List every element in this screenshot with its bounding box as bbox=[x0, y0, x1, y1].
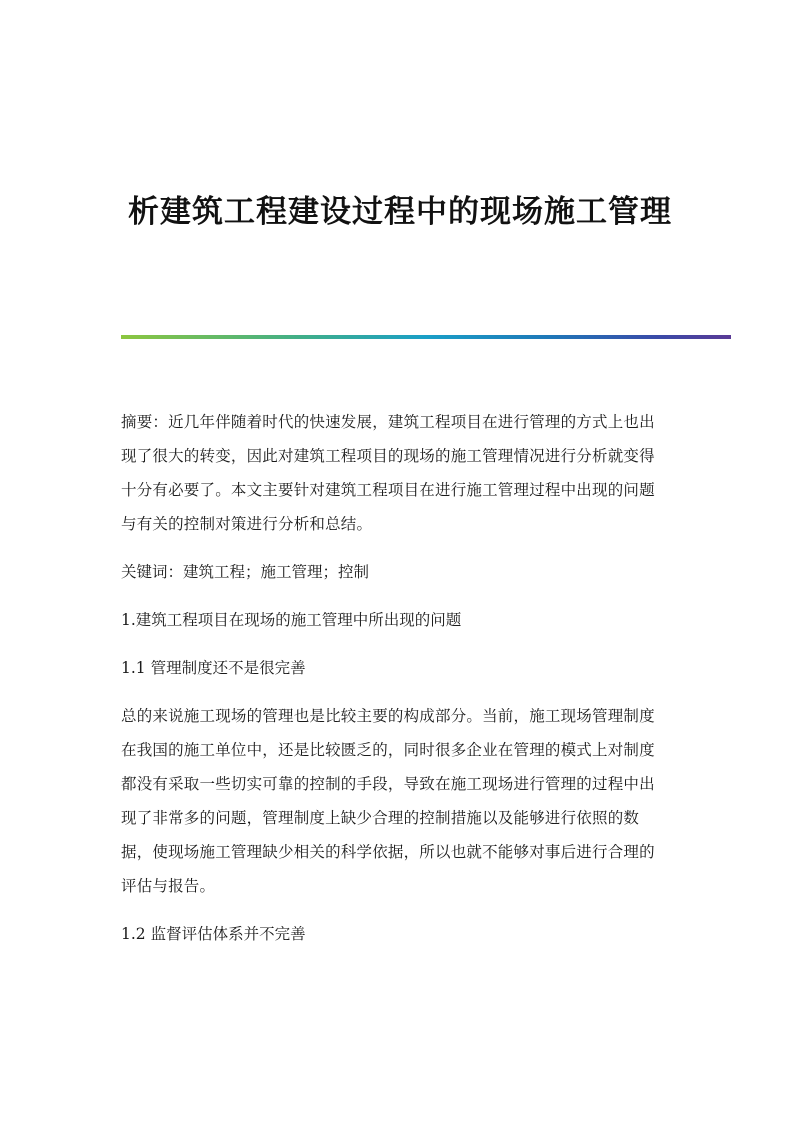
keywords-line: 关键词：建筑工程；施工管理；控制 bbox=[121, 563, 370, 581]
section-1-1-heading: 1.1 管理制度还不是很完善 bbox=[121, 659, 306, 677]
abstract-line: 与有关的控制对策进行分析和总结。 bbox=[121, 515, 373, 533]
body-line: 据，使现场施工管理缺少相关的科学依据，所以也就不能够对事后进行合理的 bbox=[121, 843, 655, 861]
abstract-line: 现了很大的转变，因此对建筑工程项目的现场的施工管理情况进行分析就变得 bbox=[121, 447, 655, 465]
section-1-heading: 1.建筑工程项目在现场的施工管理中所出现的问题 bbox=[121, 611, 462, 629]
abstract-paragraph bbox=[121, 405, 677, 541]
section-1-2-heading: 1.2 监督评估体系并不完善 bbox=[121, 925, 306, 943]
body-line: 现了非常多的问题，管理制度上缺少合理的控制措施以及能够进行依照的数 bbox=[121, 809, 640, 827]
body-line: 在我国的施工单位中，还是比较匮乏的，同时很多企业在管理的模式上对制度 bbox=[121, 741, 655, 759]
section-1-1-paragraph bbox=[121, 699, 677, 903]
title-divider bbox=[121, 335, 731, 339]
document-title: 析建筑工程建设过程中的现场施工管理 bbox=[128, 194, 672, 230]
abstract-line: 十分有必要了。本文主要针对建筑工程项目在进行施工管理过程中出现的问题 bbox=[121, 481, 655, 499]
body-line: 总的来说施工现场的管理也是比较主要的构成部分。当前，施工现场管理制度 bbox=[121, 707, 655, 725]
abstract-line: 摘要：近几年伴随着时代的快速发展，建筑工程项目在进行管理的方式上也出 bbox=[121, 413, 655, 431]
body-line: 评估与报告。 bbox=[121, 877, 216, 895]
document-body bbox=[121, 405, 677, 965]
body-line: 都没有采取一些切实可靠的控制的手段，导致在施工现场进行管理的过程中出 bbox=[121, 775, 655, 793]
